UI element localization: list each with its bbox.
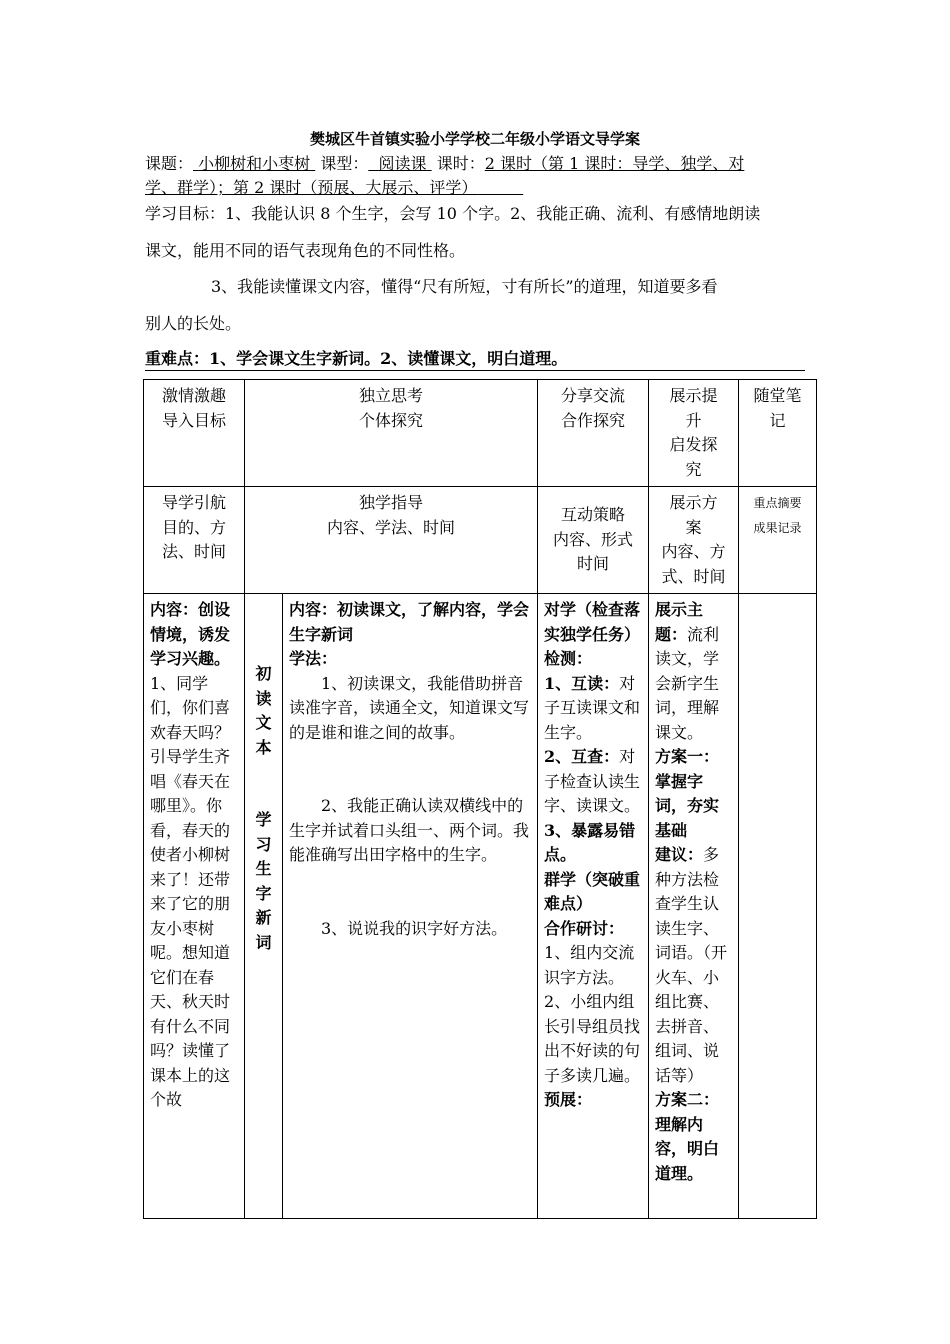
presentation-cell	[649, 594, 739, 1219]
subheader-row	[144, 487, 817, 594]
plan-one: 方案一：掌握字词，夯实基础	[655, 747, 720, 840]
study-plan-table	[143, 379, 817, 1219]
self-study-step-1: 1、初读课文，我能借助拼音读准字音，读通全文，知道课文写的是谁和谁之间的故事。	[289, 673, 530, 742]
topic-value: 小柳树和小枣树	[198, 154, 311, 173]
header-col-3: 分享交流 合作探究	[538, 380, 649, 487]
goals-line-3: 3、我能读懂课文内容，懂得“尺有所短，寸有所长”的道理，知道要多看	[211, 277, 718, 296]
subheader-col-3: 互动策略 内容、形式 时间	[538, 487, 649, 594]
goals-line-2: 课文，能用不同的语气表现角色的不同性格。	[145, 241, 466, 260]
subheader-col-4: 展示方 案 内容、方 式、时间	[649, 487, 739, 594]
header-col-2: 独立思考 个体探究	[245, 380, 538, 487]
type-value: 阅读课	[378, 154, 427, 173]
period-value-1: 2 课时（第 1 课时：导学、独学、对	[484, 154, 745, 173]
plan-two: 方案二：理解内容，明白道理。	[655, 1090, 720, 1183]
discussion-label: 合作研讨：	[544, 918, 625, 938]
error-points: 3、暴露易错点。	[544, 820, 636, 864]
mutual-read: 1、互读：对子互读课文和生字。	[544, 673, 641, 742]
period-value-2: 学、群学）；第 2 课时（预展、大展示、评学）	[145, 178, 478, 197]
vertical-label-learn: 学习生字新词	[255, 810, 272, 952]
preview-label: 预展：	[544, 1090, 593, 1109]
group-study-title: 群学（突破重难点）	[544, 869, 641, 913]
guide-cell	[144, 594, 245, 1219]
header-col-5: 随堂笔 记	[739, 380, 817, 487]
self-study-step-3: 3、说说我的识字好方法。	[321, 918, 508, 938]
vertical-label-read: 初读文本	[255, 664, 272, 757]
key-points: 重难点：1、学会课文生字新词。2、读懂课文，明白道理。	[145, 348, 805, 371]
header-row	[144, 380, 817, 487]
content-row	[144, 594, 817, 1219]
mutual-check: 2、互查：对子检查认读生字、读课文。	[544, 747, 641, 815]
check-label: 检测：	[544, 649, 593, 668]
vertical-labels-cell	[245, 594, 283, 1219]
subheader-col-5: 重点摘要 成果记录	[739, 487, 817, 594]
type-label: 课型：	[320, 154, 369, 173]
topic-label: 课题：	[145, 154, 194, 173]
self-study-title: 内容：初读课文，了解内容，学会生字新词	[289, 600, 530, 644]
self-study-method: 学法：	[289, 649, 338, 668]
lesson-info-line-1	[145, 153, 810, 175]
lesson-info-line-2	[145, 177, 810, 199]
plan-suggestion: 建议：多种方法检查学生认读生字、词语。（开火车、小组比赛、去拼音、组词、说话等）	[655, 845, 728, 1085]
cooperation-cell	[538, 594, 649, 1219]
goals-line-4: 别人的长处。	[145, 314, 242, 333]
pair-study-title: 对学（检查落实独学任务）	[544, 600, 641, 644]
presentation-theme: 展示主题：流利读文，学会新字生词，理解课文。	[655, 600, 720, 742]
subheader-col-1: 导学引航 目的、方 法、时间	[144, 487, 245, 594]
period-label: 课时：	[436, 154, 485, 173]
self-study-cell	[283, 594, 538, 1219]
header-col-1: 激情激趣 导入目标	[144, 380, 245, 487]
goals-line-1: 学习目标：1、我能认识 8 个生字，会写 10 个字。2、我能正确、流利、有感情地朗读	[145, 204, 761, 223]
notes-cell	[739, 594, 817, 1219]
guide-text: 1、同学们，你们喜欢春天吗？引导学生齐唱《春天在哪里》。你看，春天的使者小柳树来了！还带来了它的朋友小枣树呢。想知道它们在春天、秋天时有什么不同吗？读懂了课本上的这个故	[150, 673, 231, 1109]
guide-title: 内容：创设情境，诱发学习兴趣。	[150, 600, 231, 668]
header-col-4: 展示提 升 启发探 究	[649, 380, 739, 487]
self-study-step-2: 2、我能正确认读双横线中的生字并试着口头组一、两个词。我能准确写出田字格中的生字。	[289, 796, 530, 864]
subheader-col-2: 独学指导 内容、学法、时间	[245, 487, 538, 594]
document-title: 樊城区牛首镇实验小学学校二年级小学语文导学案	[309, 130, 640, 148]
discussion-text: 1、组内交流识字方法。2、小组内组长引导组员找出不好读的句子多读几遍。	[544, 943, 641, 1085]
